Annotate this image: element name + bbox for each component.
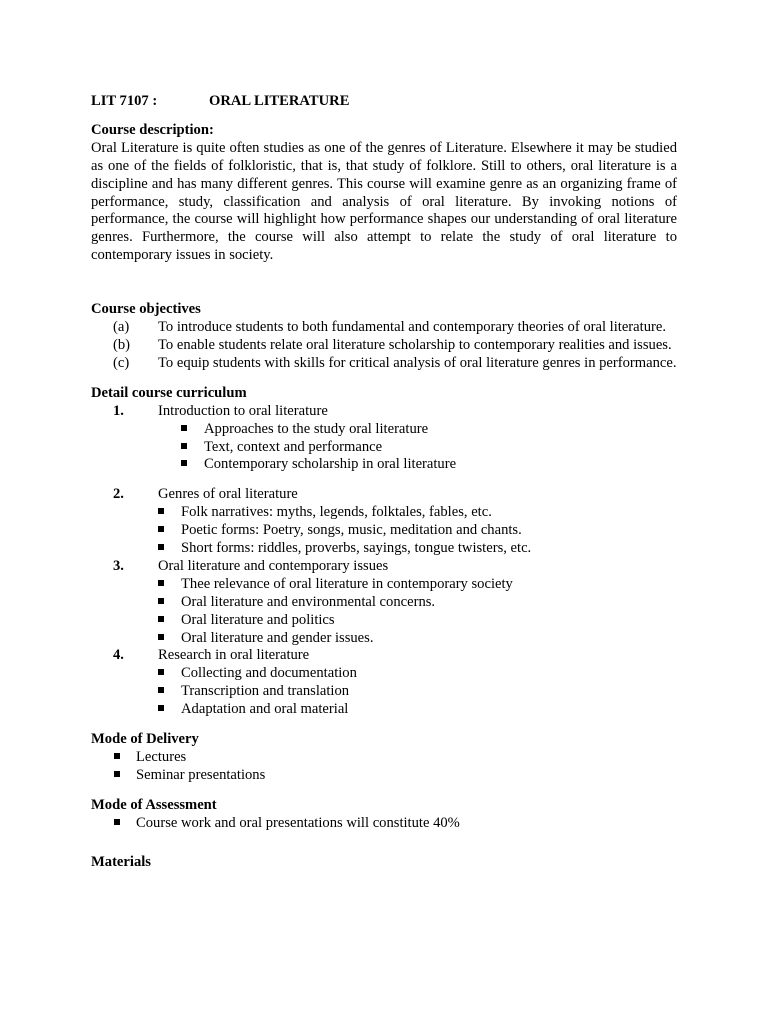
section-number: 2. (113, 486, 124, 503)
list-item (91, 576, 677, 594)
course-title-row (91, 93, 677, 111)
section-number: 3. (113, 557, 124, 574)
list-item (91, 612, 677, 630)
square-bullet-icon (158, 598, 164, 604)
list-item-text: Course work and oral presentations will constitute 40% (136, 814, 460, 831)
square-bullet-icon (181, 425, 187, 431)
list-item-text: Oral literature and politics (181, 611, 335, 628)
square-bullet-icon (158, 634, 164, 640)
list-item-text: Oral literature and gender issues. (181, 629, 374, 646)
list-item (91, 421, 677, 439)
delivery-heading: Mode of Delivery (91, 731, 199, 748)
course-code: LIT 7107 : (91, 93, 158, 109)
materials-heading: Materials (91, 853, 151, 870)
square-bullet-icon (181, 460, 187, 466)
objective-label: (a) (113, 319, 130, 336)
list-item-text: Folk narratives: myths, legends, folktales, fables, etc. (181, 504, 492, 521)
objective-item (91, 319, 677, 337)
objective-label: (c) (113, 354, 130, 371)
square-bullet-icon (158, 669, 164, 675)
list-item-text: Contemporary scholarship in oral literature (204, 456, 457, 473)
section-title: Introduction to oral literature (158, 402, 328, 419)
list-item-text: Short forms: riddles, proverbs, sayings, tongue twisters, etc. (181, 540, 532, 557)
list-item (91, 630, 677, 648)
document-page (91, 93, 677, 872)
list-item-text: Approaches to the study oral literature (204, 420, 429, 437)
list-item-text: Text, context and performance (204, 438, 383, 455)
section-title: Research in oral literature (158, 647, 310, 664)
list-item (91, 683, 677, 701)
section-number: 1. (113, 402, 124, 419)
list-item (91, 594, 677, 612)
objectives-heading: Course objectives (91, 301, 201, 318)
list-item (91, 701, 677, 719)
list-item (91, 665, 677, 683)
square-bullet-icon (114, 771, 120, 777)
list-item-text: Transcription and translation (181, 683, 350, 700)
square-bullet-icon (158, 616, 164, 622)
objective-item (91, 355, 677, 373)
square-bullet-icon (158, 580, 164, 586)
square-bullet-icon (181, 443, 187, 449)
list-item (91, 456, 677, 474)
objective-text: To enable students relate oral literature scholarship to contemporary realities and issues. (158, 336, 672, 353)
list-item-text: Thee relevance of oral literature in contemporary society (181, 575, 513, 592)
list-item-text: Poetic forms: Poetry, songs, music, meditation and chants. (181, 522, 522, 539)
curriculum-section (91, 403, 677, 421)
curriculum-section (91, 647, 677, 665)
list-item-text: Adaptation and oral material (181, 701, 349, 718)
section-title: Genres of oral literature (158, 486, 298, 503)
list-item-text: Lectures (136, 749, 187, 765)
square-bullet-icon (114, 753, 120, 759)
list-item (91, 522, 677, 540)
curriculum-heading: Detail course curriculum (91, 384, 247, 401)
objective-text: To equip students with skills for critical analysis of oral literature genres in performance. (158, 354, 677, 371)
objective-label: (b) (113, 336, 131, 353)
curriculum-section (91, 486, 677, 504)
list-item (91, 504, 677, 522)
section-title: Oral literature and contemporary issues (158, 557, 389, 574)
section-number: 4. (113, 647, 124, 664)
list-item (91, 815, 677, 833)
list-item (91, 540, 677, 558)
square-bullet-icon (158, 687, 164, 693)
description-text: Oral Literature is quite often studies as one of the genres of Literature. Elsewhere it may be studied as one of the fields of folkloristic, that is, that study of folklore. Still to others, oral literature is a discipline and has many different genres. This course will examine genre as an organizing frame of performance, study, classification and analysis of oral literature. By invoking notions of performance, the course will highlight how performance shapes our understanding of oral literature genres. Furthermore, the course will also attempt to relate the study of oral literature to contemporary issues in society. (91, 139, 677, 264)
list-item-text: Collecting and documentation (181, 665, 357, 682)
square-bullet-icon (114, 819, 120, 825)
square-bullet-icon (158, 544, 164, 550)
curriculum-section (91, 558, 677, 576)
square-bullet-icon (158, 508, 164, 514)
list-item (91, 749, 677, 767)
list-item (91, 767, 677, 785)
list-item-text: Seminar presentations (136, 766, 266, 783)
course-title: ORAL LITERATURE (209, 93, 350, 109)
list-item (91, 439, 677, 457)
description-heading: Course description: (91, 121, 214, 138)
list-item-text: Oral literature and environmental concerns. (181, 593, 436, 610)
assessment-heading: Mode of Assessment (91, 796, 217, 813)
square-bullet-icon (158, 526, 164, 532)
square-bullet-icon (158, 705, 164, 711)
objective-text: To introduce students to both fundamental and contemporary theories of oral literature. (158, 319, 666, 336)
objective-item (91, 337, 677, 355)
